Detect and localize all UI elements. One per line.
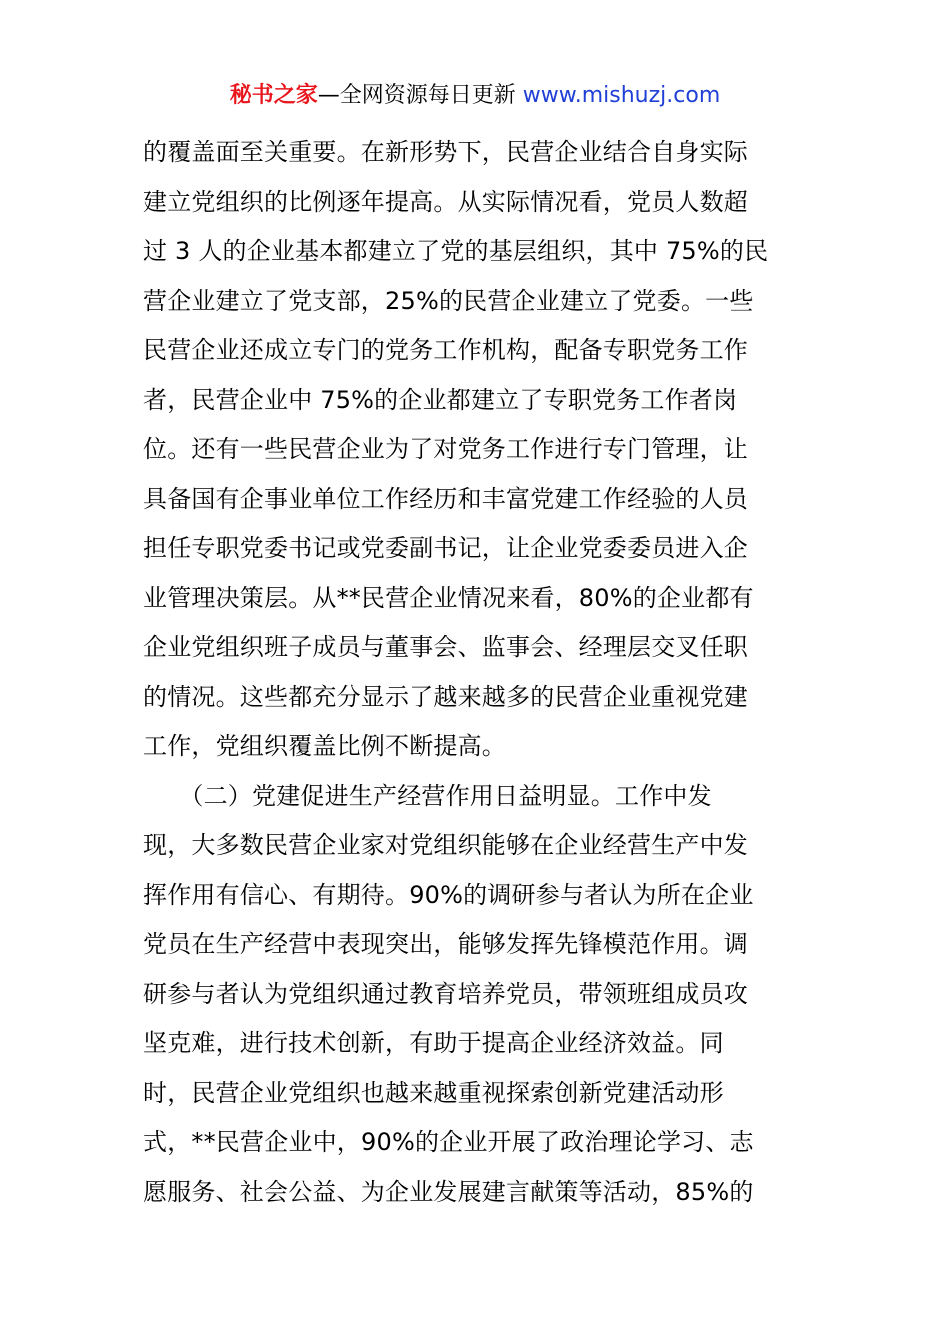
document-body	[143, 128, 807, 1217]
text-line: 坚克难，进行技术创新，有助于提高企业经济效益。同	[143, 1029, 724, 1057]
text-line: 愿服务、社会公益、为企业发展建言献策等活动，85%的	[143, 1177, 754, 1206]
text-line: 党员在生产经营中表现突出，能够发挥先锋模范作用。调	[143, 930, 748, 958]
text-line: 营企业建立了党支部，25%的民营企业建立了党委。一些	[143, 286, 754, 315]
text-line: 担任专职党委书记或党委副书记，让企业党委委员进入企	[143, 534, 748, 562]
text-line: 现，大多数民营企业家对党组织能够在企业经营生产中发	[143, 831, 748, 859]
section-heading-line: （二）党建促进生产经营作用日益明显。工作中发	[143, 781, 712, 810]
text-line: 时，民营企业党组织也越来越重视探索创新党建活动形	[143, 1078, 724, 1107]
text-line: 的覆盖面至关重要。在新形势下，民营企业结合自身实际	[143, 138, 748, 166]
site-header	[0, 80, 950, 112]
text-line: 业管理决策层。从**民营企业情况来看，80%的企业都有	[143, 583, 754, 612]
text-line: 工作，党组织覆盖比例不断提高。	[143, 732, 506, 760]
site-brand: 秘书之家	[229, 83, 318, 108]
text-line: 式，**民营企业中，90%的企业开展了政治理论学习、志	[143, 1128, 754, 1156]
site-tagline: —全网资源每日更新	[317, 83, 516, 108]
text-line: 位。还有一些民营企业为了对党务工作进行专门管理，让	[143, 435, 748, 463]
text-line: 者，民营企业中 75%的企业都建立了专职党务工作者岗	[143, 385, 738, 414]
text-line: 挥作用有信心、有期待。90%的调研参与者认为所在企业	[143, 880, 754, 909]
text-line: 具备国有企事业单位工作经历和丰富党建工作经验的人员	[143, 484, 748, 513]
text-line: 民营企业还成立专门的党务工作机构，配备专职党务工作	[143, 336, 748, 364]
text-line: 建立党组织的比例逐年提高。从实际情况看，党员人数超	[143, 187, 748, 216]
text-line: 企业党组织班子成员与董事会、监事会、经理层交叉任职	[143, 633, 748, 661]
text-line: 研参与者认为党组织通过教育培养党员，带领班组成员攻	[143, 979, 748, 1008]
text-line: 过 3 人的企业基本都建立了党的基层组织，其中 75%的民	[143, 237, 769, 265]
site-url-link[interactable]: www.mishuzj.com	[522, 83, 721, 108]
text-line: 的情况。这些都充分显示了越来越多的民营企业重视党建	[143, 682, 748, 711]
